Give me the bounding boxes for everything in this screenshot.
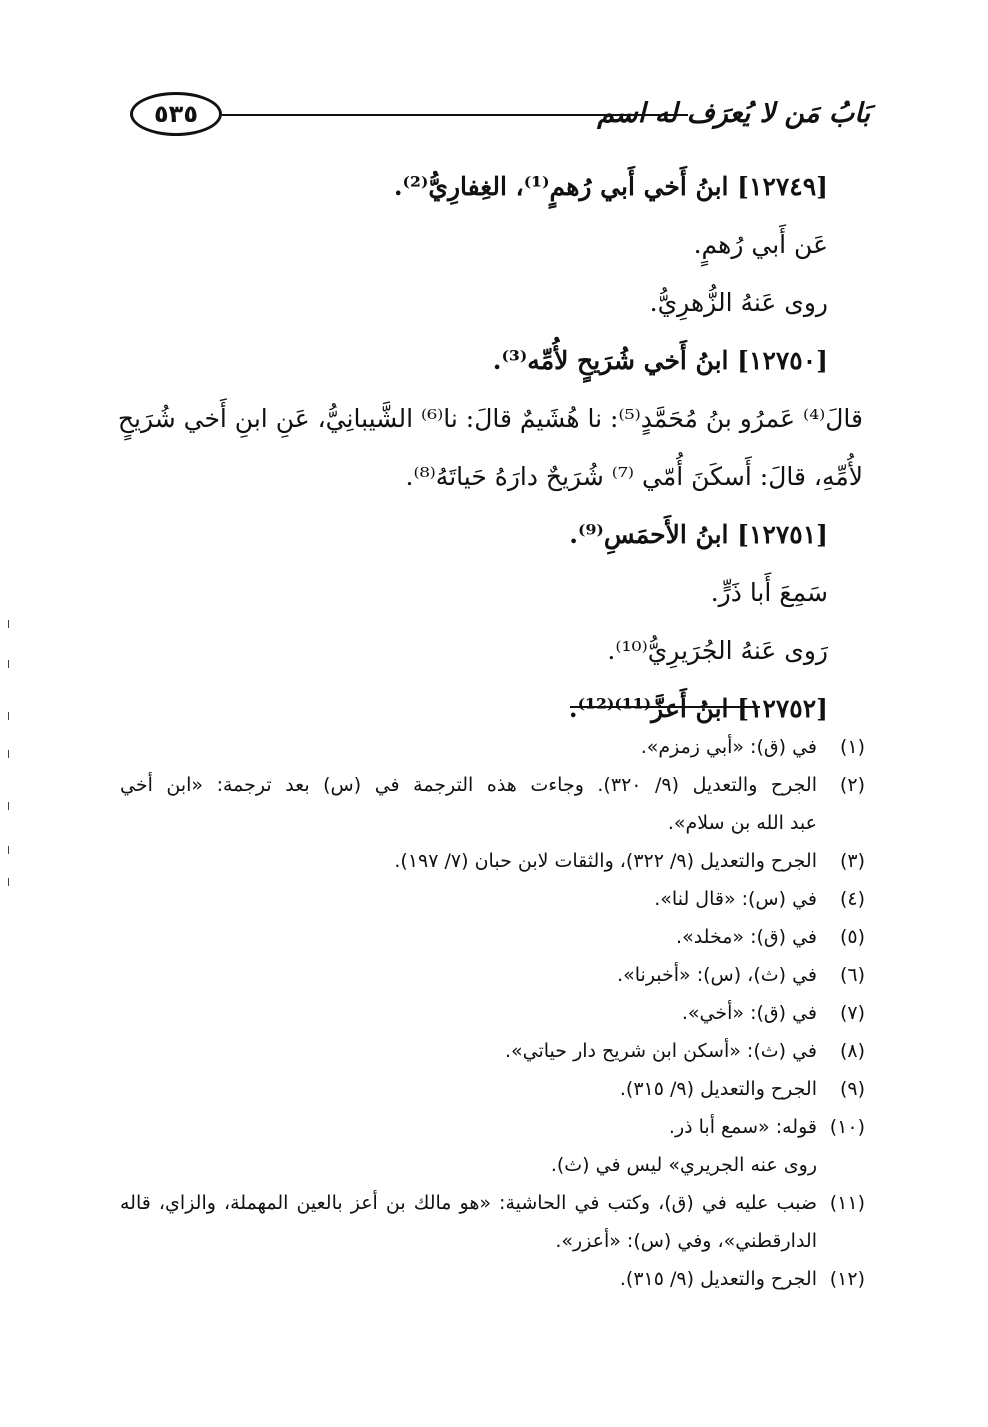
footnote-number: (١٠)	[829, 1116, 865, 1138]
footnote-text: قوله: «سمع أبا ذر.	[668, 1116, 817, 1138]
running-title: بَابُ مَن لا يُعرَف له اسم	[597, 98, 870, 129]
footnote-text: الجرح والتعديل (٩/ ٣٢٢)، والثقات لابن حبان (٧/ ١٩٧).	[394, 850, 817, 872]
footnote-number: (٦)	[839, 964, 865, 986]
footnote-text: في (ق): «مخلد».	[676, 926, 817, 948]
footnote-item	[120, 918, 865, 956]
page-number-oval	[130, 92, 222, 136]
footnote-separator	[570, 706, 760, 708]
footnote-continuation: روى عنه الجريري» ليس في (ث).	[550, 1154, 817, 1176]
footnote-continuation: عبد الله بن سلام».	[667, 812, 817, 834]
footnote-number: (٩)	[839, 1078, 865, 1100]
footnote-number: (١)	[839, 736, 865, 758]
footnote-item	[120, 1184, 865, 1222]
margin-tick	[8, 846, 9, 854]
footnote-item	[120, 1108, 865, 1146]
entry-heading-12750: [١٢٧٥٠] ابنُ أَخي شُرَيحٍ لأُمِّه⁽³⁾.	[492, 346, 828, 375]
footnote-item	[120, 1260, 865, 1298]
footnote-text: في (ث)، (س): «أخبرنا».	[617, 964, 817, 986]
footnote-continuation: الدارقطني»، وفي (س): «أعزر».	[555, 1230, 817, 1252]
footnotes	[120, 728, 865, 1298]
footnote-text: الجرح والتعديل (٩/ ٣١٥).	[619, 1268, 817, 1290]
footnote-item	[120, 728, 865, 766]
entry-line: روى عَنهُ الزُّهرِيُّ.	[649, 288, 828, 317]
footnote-text: ضبب عليه في (ق)، وكتب في الحاشية: «هو مالك بن أعز بالعين المهملة، والزاي، قاله	[120, 1192, 817, 1214]
entry-heading-12752: [١٢٧٥٢] ابنُ أَعزَّ⁽¹¹⁾⁽¹²⁾.	[568, 694, 828, 723]
footnote-item	[120, 766, 865, 804]
entry-line: قالَ⁽⁴⁾ عَمرُو بنُ مُحَمَّدٍ⁽⁵⁾: نا هُشَيمٌ قالَ: نا⁽⁶⁾ الشَّيبانِيُّ، عَنِ ابنِ أَخي شُرَيحٍ	[117, 404, 863, 433]
footnote-item	[120, 1070, 865, 1108]
footnote-item	[120, 956, 865, 994]
margin-tick	[8, 660, 9, 668]
margin-tick	[8, 712, 9, 720]
entry-line: عَن أَبي رُهمٍ.	[693, 230, 828, 259]
footnote-number: (٧)	[839, 1002, 865, 1024]
footnote-item	[120, 1032, 865, 1070]
footnote-text: في (ث): «أسكن ابن شريح دار حياتي».	[504, 1040, 817, 1062]
footnote-number: (١١)	[829, 1192, 865, 1214]
page-header	[130, 92, 870, 142]
footnote-text: في (ق): «أخي».	[681, 1002, 817, 1024]
footnote-number: (٣)	[839, 850, 865, 872]
margin-tick	[8, 620, 9, 628]
entry-line: سَمِعَ أَبا ذَرٍّ.	[710, 578, 828, 607]
margin-tick	[8, 802, 9, 810]
entry-heading-12751: [١٢٧٥١] ابنُ الأَحمَسِ⁽⁹⁾.	[569, 520, 828, 549]
entry-heading-12749: [١٢٧٤٩] ابنُ أَخي أَبي رُهمٍ⁽¹⁾، الغِفارِيُّ⁽²⁾.	[393, 172, 828, 201]
footnote-item	[120, 842, 865, 880]
margin-tick	[8, 878, 9, 886]
footnote-text: الجرح والتعديل (٩/ ٣١٥).	[619, 1078, 817, 1100]
footnote-item	[120, 994, 865, 1032]
footnote-text: في (س): «قال لنا».	[654, 888, 817, 910]
footnote-text: في (ق): «أبي زمزم».	[640, 736, 817, 758]
footnote-number: (٨)	[839, 1040, 865, 1062]
footnote-number: (١٢)	[829, 1268, 865, 1290]
footnote-number: (٢)	[839, 774, 865, 796]
page-number: ٥٣٥	[154, 100, 198, 128]
footnote-number: (٥)	[839, 926, 865, 948]
scan-margin-marks	[0, 0, 20, 1427]
footnote-number: (٤)	[839, 888, 865, 910]
footnote-text: الجرح والتعديل (٩/ ٣٢٠). وجاءت هذه الترجمة في (س) بعد ترجمة: «ابن أخي	[120, 774, 817, 796]
entry-line: رَوى عَنهُ الجُرَيرِيُّ⁽¹⁰⁾.	[607, 636, 828, 665]
margin-tick	[8, 750, 9, 758]
main-text	[117, 158, 863, 738]
entry-line: لأُمِّهِ، قالَ: أَسكَنَ أُمّي ⁽⁷⁾ شُرَيحٌ دارَهُ حَياتَهُ⁽⁸⁾.	[405, 462, 863, 491]
footnote-item	[120, 880, 865, 918]
